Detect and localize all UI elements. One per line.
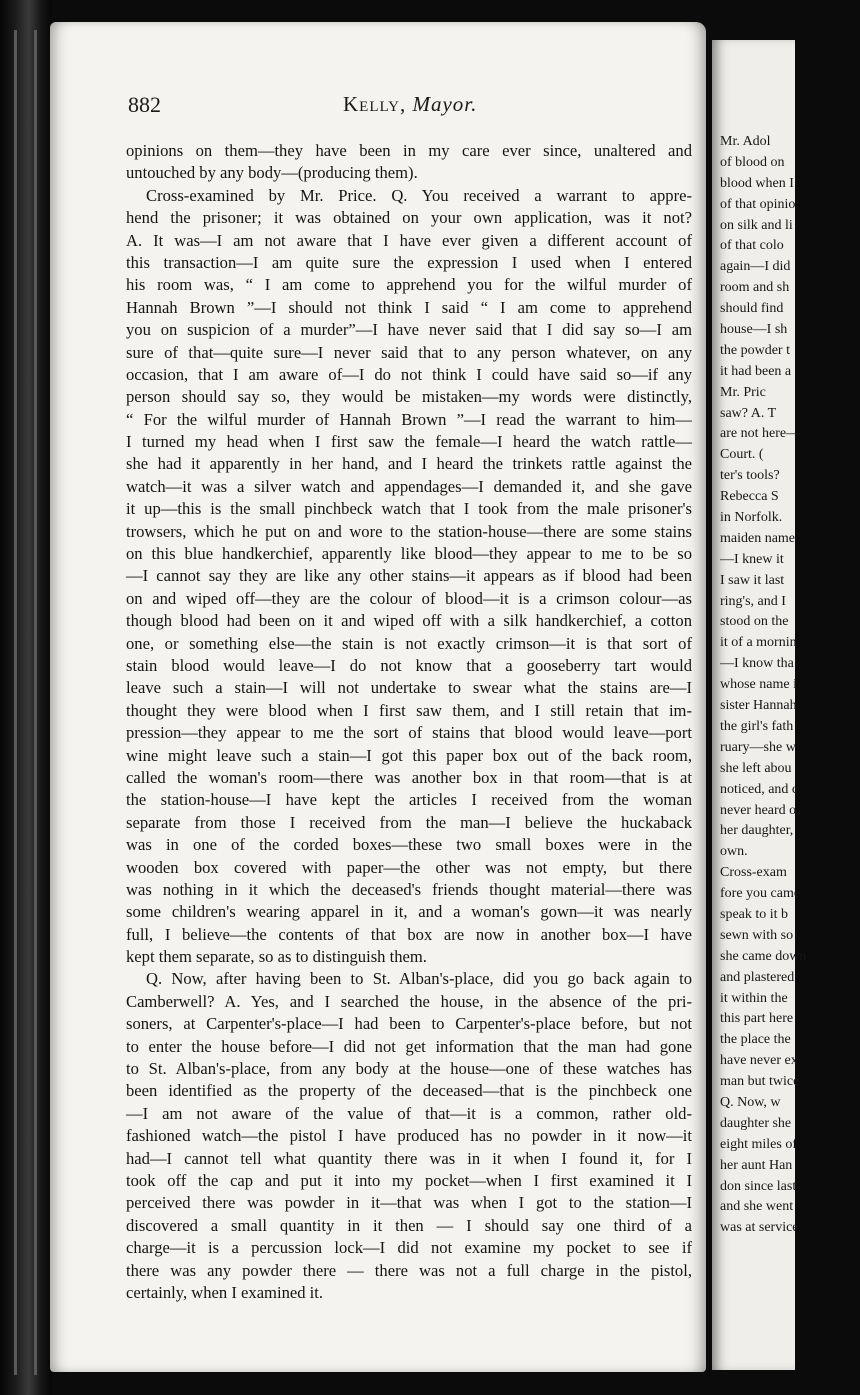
text-line: Q. Now, after having been to St. Alban's-place, did you go back again to bbox=[146, 969, 692, 989]
right-text-line: daughter she bbox=[720, 1115, 792, 1131]
text-line: was nothing in it which the deceased's friends thought material—there was bbox=[126, 879, 692, 899]
right-text-line: don since last bbox=[720, 1178, 797, 1194]
right-text-line: own. bbox=[720, 844, 748, 860]
right-text-line: ring's, and I bbox=[720, 593, 786, 609]
text-line: it up—this is the small pinchbeck watch that I took from the male prisoner's bbox=[126, 499, 692, 519]
text-line: called the woman's room—there was another box in that room—that is at bbox=[126, 767, 692, 787]
text-line: been identified as the property of the deceased—that is the pinchbeck one bbox=[126, 1081, 692, 1101]
right-text-line: and plastered bbox=[720, 969, 795, 985]
text-line: fashioned watch—the pistol I have produced has no powder in it now—it bbox=[126, 1126, 692, 1146]
text-line: I turned my head when I first saw the female—I heard the watch rattle— bbox=[126, 432, 692, 452]
running-head bbox=[343, 92, 477, 117]
right-text-line: sewn with so bbox=[720, 927, 794, 943]
text-line: though blood had been on it and wiped off with a silk handkerchief, a cotton bbox=[126, 611, 692, 631]
right-text-line: fore you came bbox=[720, 886, 801, 902]
running-head-name: Kelly, bbox=[343, 92, 407, 116]
right-page-text bbox=[720, 132, 860, 1239]
right-text-line: Court. ( bbox=[720, 447, 764, 463]
text-line: sure of that—quite sure—I never said that to any person whatever, on any bbox=[126, 342, 692, 362]
book-spine bbox=[0, 0, 52, 1395]
right-text-line: I saw it last bbox=[720, 572, 785, 588]
text-line: this transaction—I am quite sure the expression I used when I entered bbox=[126, 252, 692, 272]
right-text-line: noticed, and c bbox=[720, 781, 799, 797]
right-text-line: room and sh bbox=[720, 280, 790, 296]
text-line: one, or something else—the stain is not exactly crimson—it is that sort of bbox=[126, 633, 692, 653]
right-text-line: of blood on bbox=[720, 154, 785, 170]
right-text-line: whose name i bbox=[720, 677, 797, 693]
text-line: separate from those I received from the man—I believe the huckaback bbox=[126, 812, 692, 832]
right-text-line: eight miles of bbox=[720, 1136, 797, 1152]
text-line: untouched by any body—(producing them). bbox=[126, 163, 418, 183]
right-text-line: —I knew it bbox=[720, 551, 784, 567]
text-line: wooden box covered with paper—the other was not empty, but there bbox=[126, 857, 692, 877]
text-line: —I am not aware of the value of that—it is a common, rather old- bbox=[126, 1103, 692, 1123]
text-line: perceived there was powder in it—that was when I got to the station—I bbox=[126, 1193, 692, 1213]
text-line: opinions on them—they have been in my care ever since, unaltered and bbox=[126, 141, 692, 160]
right-text-line: and she went bbox=[720, 1199, 794, 1215]
right-text-line: Mr. Pric bbox=[720, 384, 766, 400]
text-line: had—I cannot tell what quantity there was in it when I found it, for I bbox=[126, 1148, 692, 1168]
spine-edge-line bbox=[14, 30, 17, 1375]
right-text-line: ter's tools? bbox=[720, 468, 780, 484]
right-text-line: of that colo bbox=[720, 238, 784, 254]
text-line: some children's wearing apparel in it, and a woman's gown—it was nearly bbox=[126, 902, 692, 922]
text-line: was in one of the corded boxes—these two small boxes were in the bbox=[126, 835, 692, 855]
right-text-line: this part here bbox=[720, 1011, 794, 1027]
right-text-line: are not here— bbox=[720, 426, 801, 442]
text-line: Hannah Brown ”—I should not think I said “ I am come to apprehend bbox=[126, 297, 692, 317]
right-text-line: speak to it b bbox=[720, 906, 789, 922]
spine-edge-line bbox=[34, 30, 37, 1375]
text-line: certainly, when I examined it. bbox=[126, 1282, 324, 1302]
right-text-line: have never ex bbox=[720, 1053, 798, 1069]
text-line: pression—they appear to me the sort of stains that blood would leave—port bbox=[126, 723, 692, 743]
page-header bbox=[128, 84, 688, 124]
page-number: 882 bbox=[128, 92, 161, 117]
text-line: on this blue handkerchief, apparently like blood—they appear to me to be so bbox=[126, 544, 692, 564]
right-text-line: of that opinio bbox=[720, 196, 796, 212]
text-line: wine might leave such a stain—I got this paper box out of the back room, bbox=[126, 745, 692, 765]
right-text-line: in Norfolk. bbox=[720, 510, 783, 526]
right-text-line: sister Hannah bbox=[720, 698, 797, 714]
text-line: she had it apparently in her hand, and I heard the trinkets rattle against the bbox=[126, 454, 692, 474]
text-line: full, I believe—the contents of that box are now in another box—I have bbox=[126, 924, 692, 944]
text-line: on and wiped off—they are the colour of blood—it is a crimson colour—as bbox=[126, 588, 692, 608]
text-line: watch—it was a silver watch and appendages—I demanded it, and she gave bbox=[126, 476, 692, 496]
right-text-line: never heard o bbox=[720, 802, 797, 818]
right-text-line: house—I sh bbox=[720, 322, 788, 338]
text-line: you on suspicion of a murder”—I have never said that I did say so—I am bbox=[126, 320, 692, 340]
right-text-line: on silk and li bbox=[720, 217, 793, 233]
text-line: the station-house—I have kept the articles I received from the woman bbox=[126, 790, 692, 810]
text-line: A. It was—I am not aware that I have ever given a different account of bbox=[126, 230, 692, 250]
text-line: stain blood would leave—I do not know that a gooseberry tart would bbox=[126, 655, 692, 675]
text-line: leave such a stain—I will not undertake to swear what the stains are—I bbox=[126, 678, 692, 698]
text-line: —I cannot say they are like any other stains—it appears as if blood had been bbox=[126, 566, 692, 586]
right-text-line: Cross-exam bbox=[720, 865, 787, 881]
right-text-line: again—I did bbox=[720, 259, 791, 275]
text-line: Cross-examined by Mr. Price. Q. You received a warrant to appre- bbox=[146, 185, 692, 205]
text-line: discovered a small quantity in it then — I should say one third of a bbox=[126, 1215, 692, 1235]
text-line: thought they were blood when I first saw them, and I still retain that im- bbox=[126, 700, 692, 720]
right-text-line: she came down bbox=[720, 948, 807, 964]
right-text-line: man but twice bbox=[720, 1074, 800, 1090]
right-text-line: ruary—she w bbox=[720, 739, 796, 755]
right-text-line: she left abou bbox=[720, 760, 792, 776]
right-text-line: Mr. Adol bbox=[720, 134, 771, 149]
right-text-line: it within the bbox=[720, 990, 788, 1006]
text-line: took off the cap and put it into my pocket—when I first examined it I bbox=[126, 1170, 692, 1190]
text-line: to enter the house before—I did not get information that the man had gone bbox=[126, 1036, 692, 1056]
left-page bbox=[50, 22, 706, 1372]
running-head-office: Mayor. bbox=[412, 92, 478, 116]
right-text-line: saw? A. T bbox=[720, 405, 777, 421]
right-text-line: her aunt Han bbox=[720, 1157, 793, 1173]
right-text-line: —I know tha bbox=[720, 656, 794, 672]
right-text-line: Q. Now, w bbox=[720, 1094, 781, 1110]
right-text-line: the place the bbox=[720, 1032, 791, 1048]
right-text-line: her daughter, bbox=[720, 823, 794, 839]
right-page-fragment bbox=[712, 40, 807, 1370]
right-text-line: stood on the bbox=[720, 614, 789, 630]
text-line: there was any powder there — there was not a full charge in the pistol, bbox=[126, 1260, 692, 1280]
right-text-line: Rebecca S bbox=[720, 489, 779, 505]
right-text-line: was at service bbox=[720, 1220, 799, 1236]
text-line: occasion, that I am aware of—I do not think I could have said so—if any bbox=[126, 364, 692, 384]
text-line: “ For the wilful murder of Hannah Brown ”—I read the warrant to him— bbox=[126, 409, 692, 429]
right-text-line: blood when I bbox=[720, 175, 794, 191]
text-line: charge—it is a percussion lock—I did not examine my pocket to see if bbox=[126, 1238, 692, 1258]
right-text-line: should find bbox=[720, 301, 784, 317]
right-text-line: it had been a bbox=[720, 363, 792, 379]
text-line: trowsers, which he put on and wore to the station-house—there are some stains bbox=[126, 521, 692, 541]
right-text-line: the powder t bbox=[720, 342, 790, 358]
text-line: kept them separate, so as to distinguish them. bbox=[126, 947, 427, 967]
body-text bbox=[126, 140, 692, 1304]
right-text-line: maiden name bbox=[720, 530, 796, 546]
right-text-line: it of a mornin bbox=[720, 635, 797, 651]
text-line: soners, at Carpenter's-place—I had been to Carpenter's-place before, but not bbox=[126, 1014, 692, 1034]
text-line: Camberwell? A. Yes, and I searched the house, in the absence of the pri- bbox=[126, 991, 692, 1011]
text-line: person should say so, they would be mistaken—my words were distinctly, bbox=[126, 387, 692, 407]
right-text-line: the girl's fath bbox=[720, 718, 794, 734]
text-line: his room was, “ I am come to apprehend you for the wilful murder of bbox=[126, 275, 692, 295]
text-line: hend the prisoner; it was obtained on your own application, was it not? bbox=[126, 208, 692, 228]
text-line: to St. Alban's-place, from any body at the house—one of these watches has bbox=[126, 1059, 692, 1079]
